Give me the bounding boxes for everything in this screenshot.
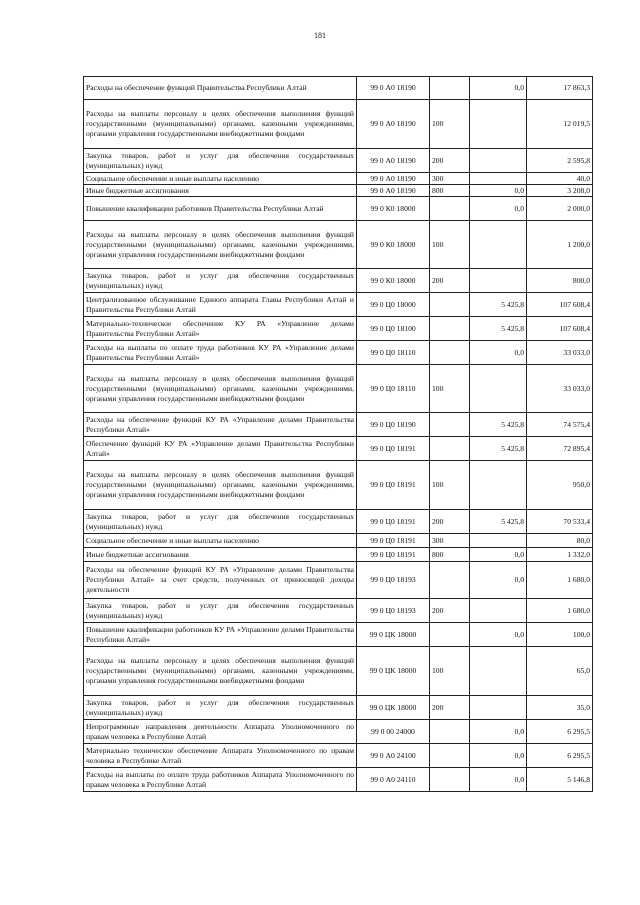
row-vr: 100 <box>430 647 470 696</box>
table-row <box>84 461 593 510</box>
row-amount-1 <box>470 149 527 173</box>
row-csr: 99 0 К0 18000 <box>357 197 430 221</box>
row-amount-2: 72 895,4 <box>527 437 593 461</box>
row-name: Расходы на выплаты по оплате труда работников КУ РА «Управление делами Правительства Республики Алтай» <box>84 341 357 365</box>
table-row <box>84 317 593 341</box>
row-name: Расходы на выплаты персоналу в целях обеспечения выполнения функций государственными (муниципальными) органами, казенными учреждениями, органами управления государственными внебюджетными фондами <box>84 461 357 510</box>
row-csr: 99 0 А0 24100 <box>357 744 430 768</box>
table-row <box>84 149 593 173</box>
row-name: Иные бюджетные ассигнования <box>84 185 357 197</box>
row-vr <box>430 562 470 599</box>
row-amount-1: 0,0 <box>470 744 527 768</box>
row-csr: 99 0 Ц0 18191 <box>357 437 430 461</box>
row-amount-1 <box>470 647 527 696</box>
row-amount-1: 5 425,8 <box>470 510 527 534</box>
row-csr: 99 0 К0 18000 <box>357 269 430 293</box>
row-vr <box>430 413 470 437</box>
row-csr: 99 0 00 24000 <box>357 720 430 744</box>
row-amount-1 <box>470 696 527 720</box>
table-row <box>84 185 593 197</box>
row-vr: 100 <box>430 221 470 269</box>
row-vr <box>430 293 470 317</box>
row-amount-1 <box>470 365 527 413</box>
row-amount-2: 1 680,0 <box>527 562 593 599</box>
row-csr: 99 0 Ц0 18110 <box>357 341 430 365</box>
row-csr: 99 0 ЦК 18000 <box>357 696 430 720</box>
row-amount-1: 5 425,8 <box>470 317 527 341</box>
row-amount-2: 950,0 <box>527 461 593 510</box>
row-vr: 200 <box>430 510 470 534</box>
row-name: Расходы на обеспечение функций Правительства Республики Алтай <box>84 77 357 100</box>
row-name: Закупка товаров, работ и услуг для обеспечения государственных (муниципальных) нужд <box>84 149 357 173</box>
row-amount-1 <box>470 599 527 623</box>
row-vr: 100 <box>430 100 470 149</box>
table-row <box>84 510 593 534</box>
row-vr <box>430 623 470 647</box>
row-vr: 200 <box>430 149 470 173</box>
row-name: Расходы на выплаты по оплате труда работников Аппарата Уполномоченного по правам человека в Республике Алтай <box>84 768 357 792</box>
row-csr: 99 0 Ц0 18191 <box>357 548 430 562</box>
row-name: Закупка товаров, работ и услуг для обеспечения государственных (муниципальных) нужд <box>84 510 357 534</box>
row-amount-1: 5 425,8 <box>470 293 527 317</box>
row-name: Расходы на выплаты персоналу в целях обеспечения выполнения функций государственными (муниципальными) органами, казенными учреждениями, органами управления государственными внебюджетными фондами <box>84 100 357 149</box>
table-row <box>84 562 593 599</box>
table-row <box>84 768 593 792</box>
row-amount-1: 0,0 <box>470 768 527 792</box>
table-row <box>84 623 593 647</box>
table-row <box>84 744 593 768</box>
row-vr: 800 <box>430 548 470 562</box>
row-amount-2: 1 332,0 <box>527 548 593 562</box>
row-vr <box>430 744 470 768</box>
row-amount-1 <box>470 100 527 149</box>
row-name: Социальное обеспечение и иные выплаты населению <box>84 534 357 548</box>
row-amount-2: 12 019,5 <box>527 100 593 149</box>
row-amount-2: 80,0 <box>527 534 593 548</box>
row-vr: 100 <box>430 461 470 510</box>
row-name: Обеспечение функций КУ РА «Управление делами Правительства Республики Алтай» <box>84 437 357 461</box>
row-name: Закупка товаров, работ и услуг для обеспечения государственных (муниципальных) нужд <box>84 599 357 623</box>
row-name: Повышение квалификации работников Правительства Республики Алтай <box>84 197 357 221</box>
row-vr <box>430 197 470 221</box>
table-row <box>84 173 593 185</box>
row-name: Непрограммные направления деятельности Аппарата Уполномоченного по правам человека в Республике Алтай <box>84 720 357 744</box>
row-amount-2: 70 533,4 <box>527 510 593 534</box>
row-name: Социальное обеспечение и иные выплаты населению <box>84 173 357 185</box>
row-vr: 800 <box>430 185 470 197</box>
row-vr <box>430 77 470 100</box>
row-amount-2: 100,0 <box>527 623 593 647</box>
row-vr <box>430 317 470 341</box>
row-amount-1: 0,0 <box>470 720 527 744</box>
row-name: Закупка товаров, работ и услуг для обеспечения государственных (муниципальных) нужд <box>84 269 357 293</box>
row-name: Закупка товаров, работ и услуг для обеспечения государственных (муниципальных) нужд <box>84 696 357 720</box>
row-amount-2: 6 295,5 <box>527 720 593 744</box>
row-csr: 99 0 А0 18190 <box>357 149 430 173</box>
row-name: Материально-техническое обеспечение КУ РА «Управление делами Правительства Республики Алтай» <box>84 317 357 341</box>
row-amount-1: 5 425,8 <box>470 413 527 437</box>
row-amount-2: 1 200,0 <box>527 221 593 269</box>
table-row <box>84 548 593 562</box>
row-amount-2: 40,0 <box>527 173 593 185</box>
table-row <box>84 647 593 696</box>
row-amount-2: 2 595,8 <box>527 149 593 173</box>
row-amount-1 <box>470 173 527 185</box>
row-csr: 99 0 Ц0 18190 <box>357 413 430 437</box>
row-amount-1: 0,0 <box>470 623 527 647</box>
row-vr <box>430 437 470 461</box>
budget-table <box>83 76 593 792</box>
row-vr: 200 <box>430 599 470 623</box>
row-amount-2: 5 146,8 <box>527 768 593 792</box>
row-amount-1: 0,0 <box>470 562 527 599</box>
row-amount-2: 35,0 <box>527 696 593 720</box>
row-csr: 99 0 Ц0 18000 <box>357 293 430 317</box>
row-csr: 99 0 Ц0 18193 <box>357 562 430 599</box>
row-csr: 99 0 А0 18190 <box>357 77 430 100</box>
row-csr: 99 0 Ц0 18191 <box>357 534 430 548</box>
row-vr: 200 <box>430 696 470 720</box>
row-name: Иные бюджетные ассигнования <box>84 548 357 562</box>
row-amount-2: 107 608,4 <box>527 317 593 341</box>
row-amount-1: 0,0 <box>470 185 527 197</box>
table-row <box>84 293 593 317</box>
row-vr: 100 <box>430 365 470 413</box>
row-csr: 99 0 Ц0 18191 <box>357 461 430 510</box>
row-amount-2: 3 208,0 <box>527 185 593 197</box>
row-csr: 99 0 К0 18000 <box>357 221 430 269</box>
row-csr: 99 0 Ц0 18100 <box>357 317 430 341</box>
row-csr: 99 0 Ц0 18193 <box>357 599 430 623</box>
row-amount-1: 5 425,8 <box>470 437 527 461</box>
table-row <box>84 341 593 365</box>
table-row <box>84 534 593 548</box>
table-row <box>84 365 593 413</box>
row-name: Материально техническое обеспечение Аппарата Уполномоченного по правам человека в Республике Алтай <box>84 744 357 768</box>
table-row <box>84 437 593 461</box>
row-amount-1 <box>470 534 527 548</box>
row-name: Расходы на обеспечение функций КУ РА «Управление делами Правительства Республики Алтай» за счет средств, полученных от приносящей доходы деятельности <box>84 562 357 599</box>
row-amount-2: 74 575,4 <box>527 413 593 437</box>
table-row <box>84 100 593 149</box>
row-amount-2: 33 033,0 <box>527 341 593 365</box>
row-vr <box>430 768 470 792</box>
table-row <box>84 221 593 269</box>
row-vr: 200 <box>430 269 470 293</box>
table-row <box>84 269 593 293</box>
row-amount-2: 107 608,4 <box>527 293 593 317</box>
page-number: 181 <box>314 31 326 40</box>
row-csr: 99 0 А0 24110 <box>357 768 430 792</box>
row-csr: 99 0 Ц0 18191 <box>357 510 430 534</box>
row-amount-2: 6 295,5 <box>527 744 593 768</box>
row-name: Повышение квалификации работников КУ РА «Управление делами Правительства Республики Алтай» <box>84 623 357 647</box>
row-amount-1 <box>470 461 527 510</box>
row-amount-1: 0,0 <box>470 77 527 100</box>
row-amount-2: 65,0 <box>527 647 593 696</box>
row-vr: 300 <box>430 534 470 548</box>
row-csr: 99 0 ЦК 18000 <box>357 623 430 647</box>
row-name: Расходы на выплаты персоналу в целях обеспечения выполнения функций государственными (муниципальными) органами, казенными учреждениями, органами управления государственными внебюджетными фондами <box>84 365 357 413</box>
table-row <box>84 696 593 720</box>
row-csr: 99 0 А0 18190 <box>357 173 430 185</box>
row-amount-2: 2 000,0 <box>527 197 593 221</box>
row-amount-1 <box>470 269 527 293</box>
table-row <box>84 77 593 100</box>
table-row <box>84 720 593 744</box>
row-amount-2: 1 680,0 <box>527 599 593 623</box>
row-name: Расходы на выплаты персоналу в целях обеспечения выполнения функций государственными (муниципальными) органами, казенными учреждениями, органами управления государственными внебюджетными фондами <box>84 221 357 269</box>
row-amount-2: 33 033,0 <box>527 365 593 413</box>
row-amount-1: 0,0 <box>470 341 527 365</box>
row-csr: 99 0 Ц0 18110 <box>357 365 430 413</box>
row-vr <box>430 341 470 365</box>
row-vr: 300 <box>430 173 470 185</box>
row-csr: 99 0 А0 18190 <box>357 100 430 149</box>
row-amount-2: 800,0 <box>527 269 593 293</box>
row-vr <box>430 720 470 744</box>
row-csr: 99 0 А0 18190 <box>357 185 430 197</box>
row-amount-1: 0,0 <box>470 197 527 221</box>
table-row <box>84 413 593 437</box>
row-name: Расходы на обеспечение функций КУ РА «Управление делами Правительства Республики Алтай» <box>84 413 357 437</box>
row-amount-1: 0,0 <box>470 548 527 562</box>
table-row <box>84 197 593 221</box>
table-row <box>84 599 593 623</box>
row-csr: 99 0 ЦК 18000 <box>357 647 430 696</box>
row-amount-2: 17 863,3 <box>527 77 593 100</box>
row-name: Централизованное обслуживание Единого аппарата Главы Республики Алтай и Правительства Республики Алтай <box>84 293 357 317</box>
row-name: Расходы на выплаты персоналу в целях обеспечения выполнения функций государственными (муниципальными) органами, казенными учреждениями, органами управления государственными внебюджетными фондами <box>84 647 357 696</box>
row-amount-1 <box>470 221 527 269</box>
